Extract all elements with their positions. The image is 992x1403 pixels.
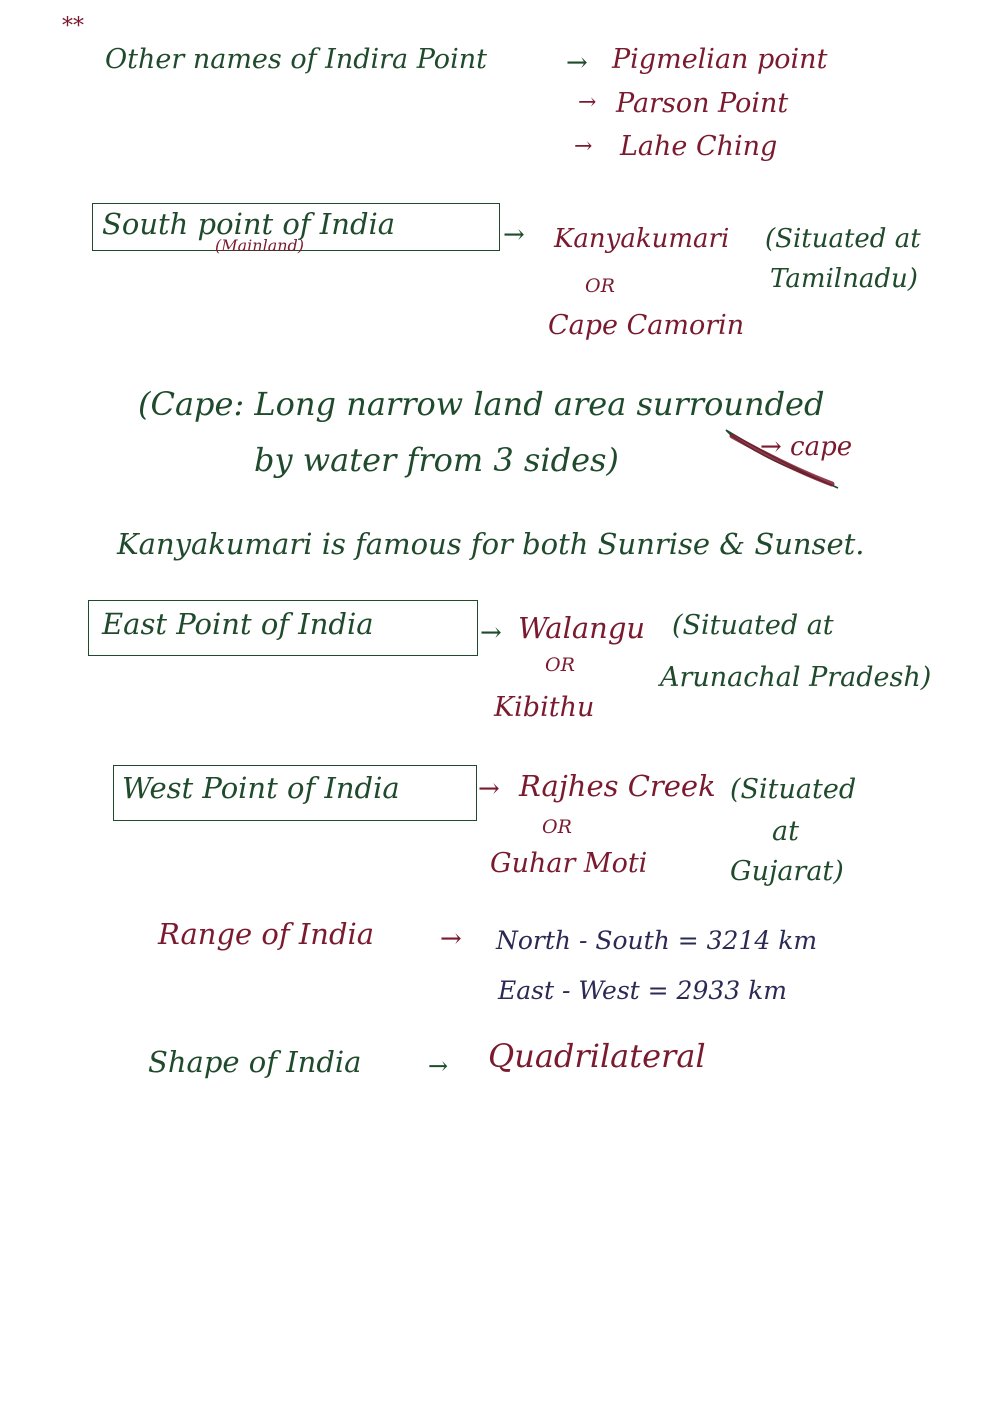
south-answer: Kanyakumari xyxy=(554,224,730,254)
name-3: Lahe Ching xyxy=(620,131,778,162)
west-place: Gujarat) xyxy=(730,856,844,887)
east-situated: (Situated at xyxy=(672,610,834,641)
name-1: Pigmelian point xyxy=(612,44,828,75)
south-point-label: South point of India xyxy=(102,207,396,241)
star-marker: ** xyxy=(62,14,84,39)
range-label: Range of India xyxy=(158,917,375,951)
cape-definition-line1: (Cape: Long narrow land area surrounded xyxy=(138,385,825,423)
cape-diagram-label: → cape xyxy=(760,432,853,462)
kanyakumari-fact: Kanyakumari is famous for both Sunrise & Sunset. xyxy=(117,527,865,561)
south-or: OR xyxy=(585,275,615,297)
south-alt: Cape Camorin xyxy=(548,310,745,341)
name-2: Parson Point xyxy=(616,88,789,119)
shape-arrow: → xyxy=(428,1052,449,1080)
south-situated: (Situated at xyxy=(765,224,921,254)
west-answer: Rajhes Creek xyxy=(519,769,716,803)
name-2-arrow: → xyxy=(578,90,597,115)
east-alt: Kibithu xyxy=(494,692,595,723)
west-point-label: West Point of India xyxy=(122,771,400,805)
west-arrow: → xyxy=(478,774,500,804)
range-north-south: North - South = 3214 km xyxy=(496,926,818,955)
east-answer: Walangu xyxy=(518,611,646,645)
mainland-note: (Mainland) xyxy=(215,236,305,255)
east-place: Arunachal Pradesh) xyxy=(660,662,932,693)
west-situated: (Situated xyxy=(730,774,857,805)
south-place: Tamilnadu) xyxy=(770,264,918,294)
range-east-west: East - West = 2933 km xyxy=(498,976,787,1005)
east-point-label: East Point of India xyxy=(102,607,374,641)
east-or: OR xyxy=(545,654,575,676)
west-at: at xyxy=(772,816,799,847)
name-3-arrow: → xyxy=(574,134,593,159)
south-arrow: → xyxy=(503,220,525,250)
title-arrow: → xyxy=(566,48,588,78)
shape-label: Shape of India xyxy=(148,1045,362,1079)
other-names-title: Other names of Indira Point xyxy=(105,44,487,75)
cape-definition-line2: by water from 3 sides) xyxy=(254,441,619,479)
range-arrow: → xyxy=(440,924,462,954)
east-arrow: → xyxy=(480,618,502,648)
west-alt: Guhar Moti xyxy=(490,848,648,879)
west-or: OR xyxy=(542,816,572,838)
shape-value: Quadrilateral xyxy=(488,1037,706,1075)
